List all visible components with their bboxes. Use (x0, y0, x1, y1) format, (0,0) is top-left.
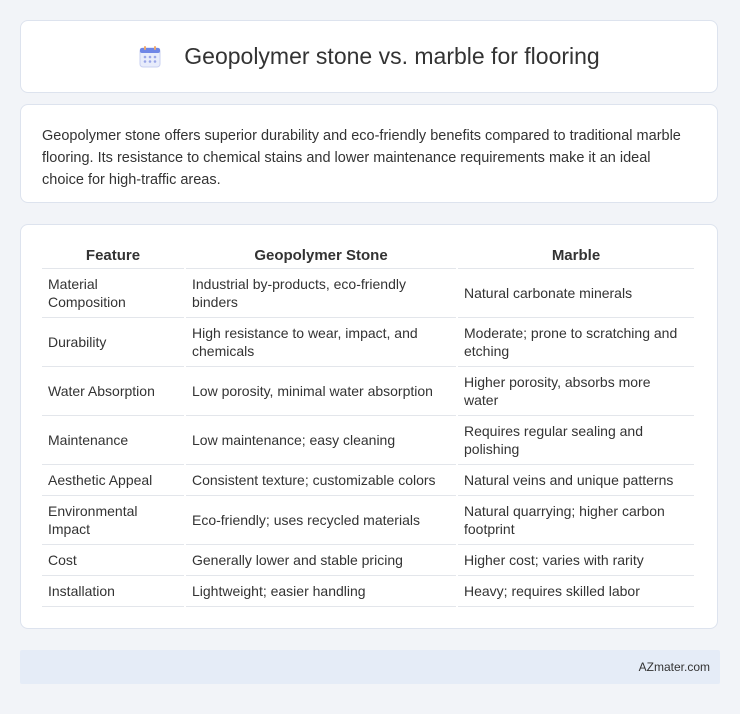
table-row (42, 576, 694, 607)
summary-text: Geopolymer stone offers superior durability and eco-friendly benefits compared to traditional marble flooring. Its resistance to chemical stains and lower maintenance requirements make it an ideal choice for high-traffic areas. (42, 128, 681, 188)
column-header-marble: Marble (458, 245, 694, 269)
feature-cell: Durability (42, 318, 184, 367)
comparison-table-card (20, 224, 718, 629)
table-row (42, 465, 694, 496)
geopolymer-cell: Generally lower and stable pricing (186, 545, 456, 576)
table-row (42, 318, 694, 367)
marble-cell: Natural carbonate minerals (458, 269, 694, 318)
geopolymer-cell: Industrial by-products, eco-friendly binders (186, 269, 456, 318)
table-row (42, 416, 694, 465)
table-row (42, 367, 694, 416)
feature-cell: Installation (42, 576, 184, 607)
feature-cell: Cost (42, 545, 184, 576)
geopolymer-cell: Low porosity, minimal water absorption (186, 367, 456, 416)
geopolymer-cell: Consistent texture; customizable colors (186, 465, 456, 496)
column-header-geopolymer: Geopolymer Stone (186, 245, 456, 269)
marble-cell: Natural veins and unique patterns (458, 465, 694, 496)
footer (20, 650, 720, 684)
geopolymer-cell: Lightweight; easier handling (186, 576, 456, 607)
marble-cell: Natural quarrying; higher carbon footprint (458, 496, 694, 545)
comparison-table (40, 245, 696, 607)
marble-cell: Requires regular sealing and polishing (458, 416, 694, 465)
page-title: Geopolymer stone vs. marble for flooring (184, 43, 600, 69)
footer-site-link[interactable]: AZmater.com (638, 660, 710, 674)
title-card (20, 20, 718, 93)
feature-cell: Material Composition (42, 269, 184, 318)
geopolymer-cell: Eco-friendly; uses recycled materials (186, 496, 456, 545)
column-header-feature: Feature (42, 245, 184, 269)
feature-cell: Aesthetic Appeal (42, 465, 184, 496)
marble-cell: Moderate; prone to scratching and etching (458, 318, 694, 367)
feature-cell: Environmental Impact (42, 496, 184, 545)
geopolymer-cell: Low maintenance; easy cleaning (186, 416, 456, 465)
marble-cell: Heavy; requires skilled labor (458, 576, 694, 607)
feature-cell: Water Absorption (42, 367, 184, 416)
calendar-icon (138, 45, 162, 69)
geopolymer-cell: High resistance to wear, impact, and chemicals (186, 318, 456, 367)
table-header-row (42, 245, 694, 269)
marble-cell: Higher cost; varies with rarity (458, 545, 694, 576)
table-row (42, 496, 694, 545)
marble-cell: Higher porosity, absorbs more water (458, 367, 694, 416)
summary-card (20, 104, 718, 203)
table-row (42, 545, 694, 576)
feature-cell: Maintenance (42, 416, 184, 465)
table-row (42, 269, 694, 318)
